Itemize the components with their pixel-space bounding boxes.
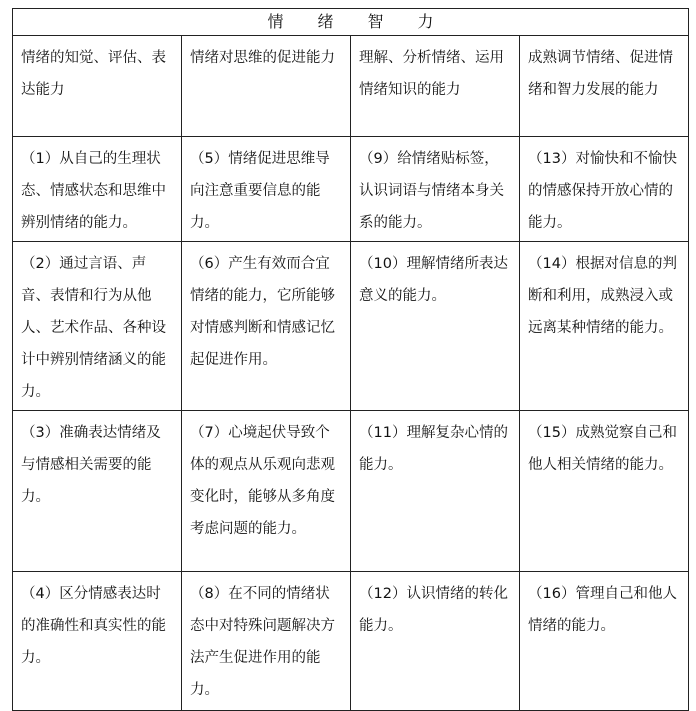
table-row [13, 411, 689, 572]
table-cell: （11）理解复杂心情的能力。 [351, 411, 520, 572]
table-row [13, 137, 689, 242]
header-row [13, 36, 689, 137]
table-cell: （12）认识情绪的转化能力。 [351, 572, 520, 711]
table-cell: （15）成熟觉察自己和他人相关情绪的能力。 [520, 411, 689, 572]
table-cell: （1）从自己的生理状态、情感状态和思维中辨别情绪的能力。 [13, 137, 182, 242]
table-cell: （7）心境起伏导致个体的观点从乐观向悲观变化时，能够从多角度考虑问题的能力。 [182, 411, 351, 572]
table-cell: （10）理解情绪所表达意义的能力。 [351, 242, 520, 411]
table-row [13, 572, 689, 711]
table-cell: （13）对愉快和不愉快的情感保持开放心情的能力。 [520, 137, 689, 242]
column-header-facilitation: 情绪对思维的促进能力 [182, 36, 351, 137]
column-header-regulation: 成熟调节情绪、促进情绪和智力发展的能力 [520, 36, 689, 137]
table-cell: （2）通过言语、声音、表情和行为从他人、艺术作品、各种设计中辨别情绪涵义的能力。 [13, 242, 182, 411]
emotional-intelligence-table [12, 8, 689, 711]
document-page [12, 8, 688, 698]
table-title: 情绪智力 [13, 9, 689, 36]
table-cell: （9）给情绪贴标签，认识词语与情绪本身关系的能力。 [351, 137, 520, 242]
column-header-perception: 情绪的知觉、评估、表达能力 [13, 36, 182, 137]
column-header-understanding: 理解、分析情绪、运用情绪知识的能力 [351, 36, 520, 137]
table-cell: （6）产生有效而合宜情绪的能力，它所能够对情感判断和情感记忆起促进作用。 [182, 242, 351, 411]
table-cell: （14）根据对信息的判断和利用，成熟浸入或远离某种情绪的能力。 [520, 242, 689, 411]
table-cell: （4）区分情感表达时的准确性和真实性的能力。 [13, 572, 182, 711]
table-cell: （3）准确表达情绪及与情感相关需要的能力。 [13, 411, 182, 572]
table-cell: （16）管理自己和他人情绪的能力。 [520, 572, 689, 711]
table-cell: （5）情绪促进思维导向注意重要信息的能力。 [182, 137, 351, 242]
table-row [13, 242, 689, 411]
table-cell: （8）在不同的情绪状态中对特殊问题解决方法产生促进作用的能力。 [182, 572, 351, 711]
